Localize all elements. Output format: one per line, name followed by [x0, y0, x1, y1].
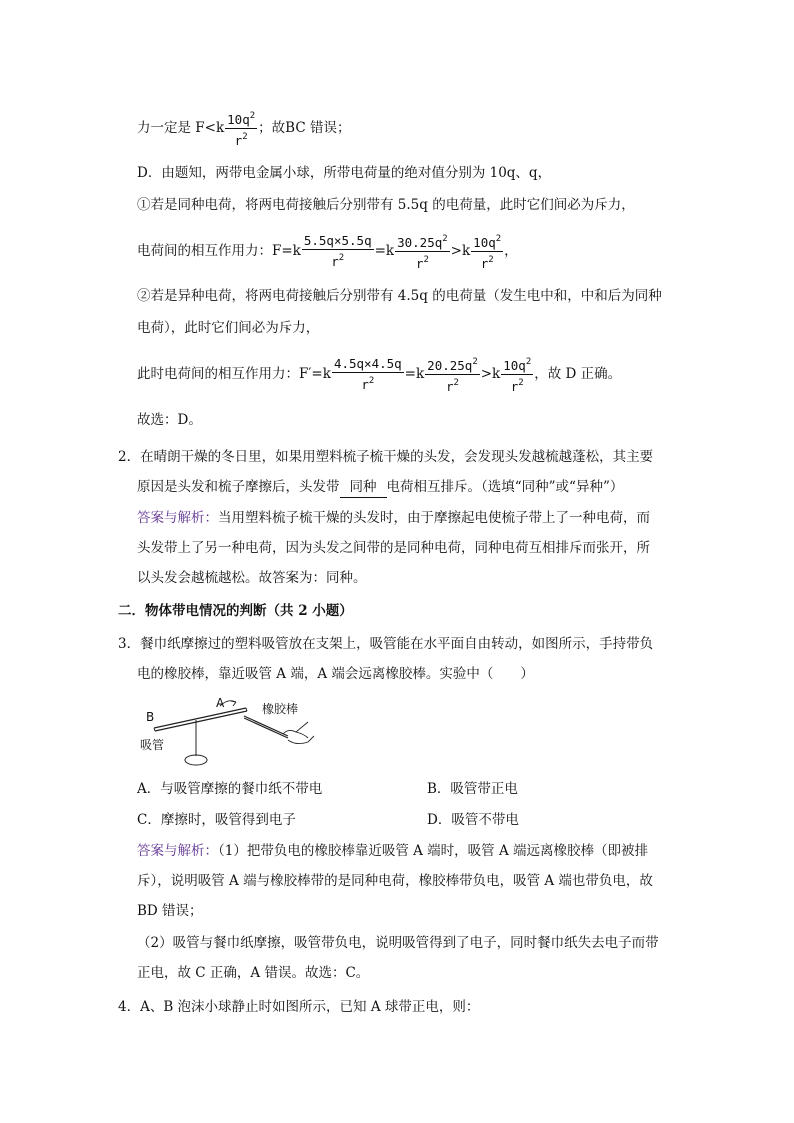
q2-line1: 2．在晴朗干燥的冬日里，如果用塑料梳子梳干燥的头发，会发现头发越梳越蓬松，其主要 — [118, 449, 654, 465]
q3-answer-line1: 答案与解析：（1）把带负电的橡胶棒靠近吸管 A 端时，吸管 A 端远离橡胶棒（即被排 — [137, 843, 649, 859]
q1-line-force-same: 电荷间的相互作用力：F=k $\frac{5.5q\times 5.5q}{r^2}$ =k $\frac{30.25q^2}{r^2}$ >k $\frac{10q^2}{r^2}$ ， — [137, 233, 518, 271]
label-straw: 吸管 — [140, 738, 165, 752]
straw-diagram — [138, 692, 328, 772]
fraction: $\frac{30.25q^2}{r^2}$ — [395, 231, 450, 272]
q1-line-opposite-cont: 电荷），此时它们间必为斥力， — [137, 320, 320, 336]
q3-answer-line2: 斥），说明吸管 A 端与橡胶棒带的是同种电荷，橡胶棒带负电，吸管 A 端也带负电，故 — [137, 873, 653, 889]
q2-answer-line2: 头发带上了另一种电荷，因为头发之间带的是同种电荷，同种电荷互相排斥而张开，所 — [137, 540, 650, 556]
q1-line-d: D．由题知，两带电金属小球，所带电荷量的绝对值分别为 10q、q， — [137, 165, 552, 181]
label-b: B — [146, 710, 155, 724]
q1-answer: 故选：D。 — [137, 412, 202, 428]
q3-option-a: A．与吸管摩擦的餐巾纸不带电 — [137, 781, 323, 797]
fraction: $\frac{20.25q^2}{r^2}$ — [425, 354, 480, 395]
label-rubber-rod: 橡胶棒 — [262, 702, 299, 716]
q2-answer-line3: 以头发会越梳越松。故答案为：同种。 — [137, 570, 367, 586]
text: ；故BC 错误； — [258, 120, 351, 136]
section-heading: 二．物体带电情况的判断（共 2 小题） — [118, 603, 353, 619]
q2-answer-line1: 答案与解析：当用塑料梳子梳干燥的头发时，由于摩擦起电使梳子带上了一种电荷，而 — [137, 510, 650, 526]
q2-line2: 原因是头发和梳子摩擦后，头发带 同种 电荷相互排斥。（选填“同种”或“异种”） — [137, 477, 623, 498]
q4-line1: 4．A、B 泡沫小球静止时如图所示，已知 A 球带正电，则： — [118, 999, 480, 1015]
q1-line-opposite-charge: ②若是异种电荷，将两电荷接触后分别带有 4.5q 的电荷量（发生电中和，中和后为同种 — [137, 288, 662, 304]
q3-option-c: C．摩擦时，吸管得到电子 — [137, 812, 296, 828]
q3-line1: 3．餐巾纸摩擦过的塑料吸管放在支架上，吸管能在水平面自由转动，如图所示，手持带负 — [118, 636, 654, 652]
q3-answer-line4: （2）吸管与餐巾纸摩擦，吸管带负电，说明吸管得到了电子，同时餐巾纸失去电子而带 — [137, 935, 659, 951]
answer-label: 答案与解析： — [137, 510, 218, 526]
fraction: $\frac{4.5q\times 4.5q}{r^2}$ — [333, 356, 402, 392]
fraction: $\frac{5.5q\times 5.5q}{r^2}$ — [303, 233, 372, 269]
answer-label: 答案与解析： — [137, 843, 218, 859]
q3-option-d: D．吸管不带电 — [427, 812, 519, 828]
label-a: A — [216, 696, 225, 710]
q1-line-same-charge: ①若是同种电荷，将两电荷接触后分别带有 5.5q 的电荷量，此时它们间必为斥力， — [137, 197, 635, 213]
q3-answer-line3: BD 错误； — [137, 903, 203, 919]
fraction: $\frac{10q^2}{r^2}$ — [501, 354, 533, 395]
text: 力一定是 F<k — [137, 120, 225, 136]
q3-answer-line5: 正电，故 C 正确，A 错误。故选：C。 — [137, 965, 370, 981]
fraction: $\frac{10q^2}{r^2}$ — [225, 108, 257, 149]
q1-line-bc-wrong — [137, 108, 350, 149]
q3-line2: 电的橡胶棒，靠近吸管 A 端，A 端会远离橡胶棒。实验中（ ） — [137, 666, 534, 682]
straw-experiment-figure — [138, 692, 328, 772]
fraction: $\frac{10q^2}{r^2}$ — [471, 231, 503, 272]
fill-blank: 同种 — [340, 477, 387, 498]
q1-line-force-opposite: 此时电荷间的相互作用力：F′=k $\frac{4.5q\times 4.5q}{r^2}$ =k $\frac{20.25q^2}{r^2}$ >k $\frac{10q^2}{r^2}$ ，故 D 正确。 — [137, 356, 622, 394]
q3-option-b: B．吸管带正电 — [427, 781, 518, 797]
